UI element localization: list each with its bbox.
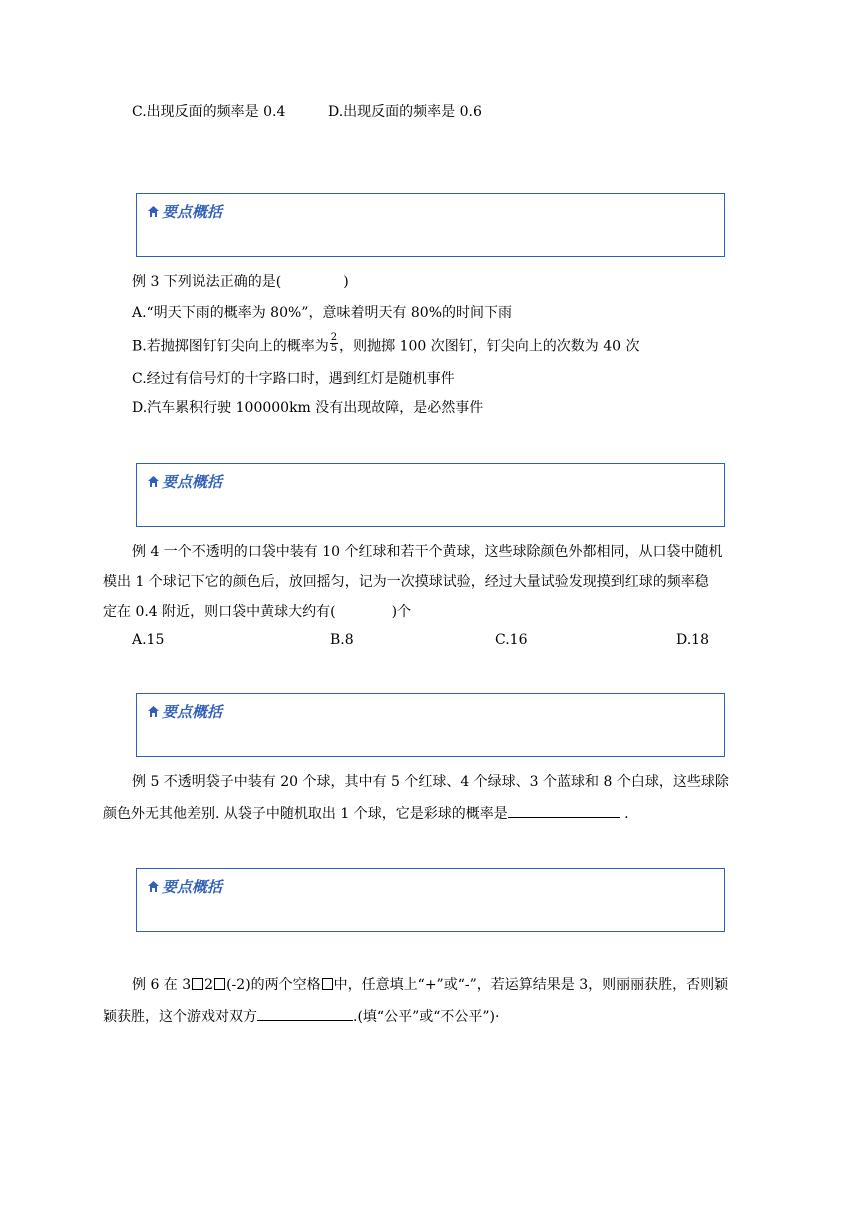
summary-box	[136, 193, 725, 257]
summary-box	[136, 868, 725, 932]
ex4-line3: 定在 0.4 附近，则口袋中黄球大约有( )个	[103, 604, 412, 620]
ex3-option-c: C.经过有信号灯的十字路口时，遇到红灯是随机事件	[132, 371, 455, 387]
option-c-top: C.出现反面的频率是 0.4	[132, 104, 286, 120]
ex4-option-b: B.8	[330, 632, 354, 648]
summary-box	[136, 463, 725, 527]
ex6-line1: 例 6 在 3 2 (-2)的两个空格 中，任意填上“+”或“-”，若运算结果是 3，则丽丽获胜，否则颖	[132, 977, 729, 993]
ex5-line1: 例 5 不透明袋子中装有 20 个球，其中有 5 个红球、4 个绿球、3 个蓝球和 8 个白球，这些球除	[132, 774, 729, 790]
pin-icon	[147, 880, 160, 893]
pin-icon	[147, 705, 160, 718]
summary-box-title: 要点概括	[147, 876, 222, 897]
ex4-option-d: D.18	[676, 632, 709, 648]
blank-square	[192, 978, 203, 990]
summary-box-title: 要点概括	[147, 701, 222, 722]
blank-square	[322, 978, 333, 990]
ex5-line2: 颜色外无其他差别. 从袋子中随机取出 1 个球，它是彩球的概率是 .	[103, 803, 629, 824]
answer-blank[interactable]	[257, 1006, 353, 1021]
summary-box-title: 要点概括	[147, 201, 222, 222]
ex4-line1: 例 4 一个不透明的口袋中装有 10 个红球和若干个黄球，这些球除颜色外都相同，从口袋中随机	[132, 544, 723, 560]
pin-icon	[147, 475, 160, 488]
ex4-option-a: A.15	[132, 632, 165, 648]
pin-icon	[147, 205, 160, 218]
summary-box	[136, 693, 725, 757]
answer-blank[interactable]	[508, 803, 620, 818]
ex3-option-b: B.若抛掷图钉钉尖向上的概率为 $\frac{2}{5}$ ，则抛掷 100 次图钉，钉尖向上的次数为 40 次	[132, 332, 640, 355]
ex3-option-a: A.“明天下雨的概率为 80%”，意味着明天有 80%的时间下雨	[132, 305, 513, 321]
blank-square	[214, 978, 225, 990]
summary-box-title: 要点概括	[147, 471, 222, 492]
ex4-option-c: C.16	[495, 632, 528, 648]
ex4-line2: 模出 1 个球记下它的颜色后，放回摇匀，记为一次摸球试验，经过大量试验发现摸到红球的频率稳	[103, 574, 709, 590]
ex6-line2: 颖获胜，这个游戏对双方 .(填“公平”或“不公平”)·	[103, 1006, 499, 1027]
ex3-option-d: D.汽车累积行驶 100000km 没有出现故障，是必然事件	[132, 400, 484, 416]
fraction: $\frac{2}{5}$	[330, 332, 338, 354]
option-d-top: D.出现反面的频率是 0.6	[328, 104, 482, 120]
ex3-stem: 例 3 下列说法正确的是( )	[132, 274, 349, 290]
